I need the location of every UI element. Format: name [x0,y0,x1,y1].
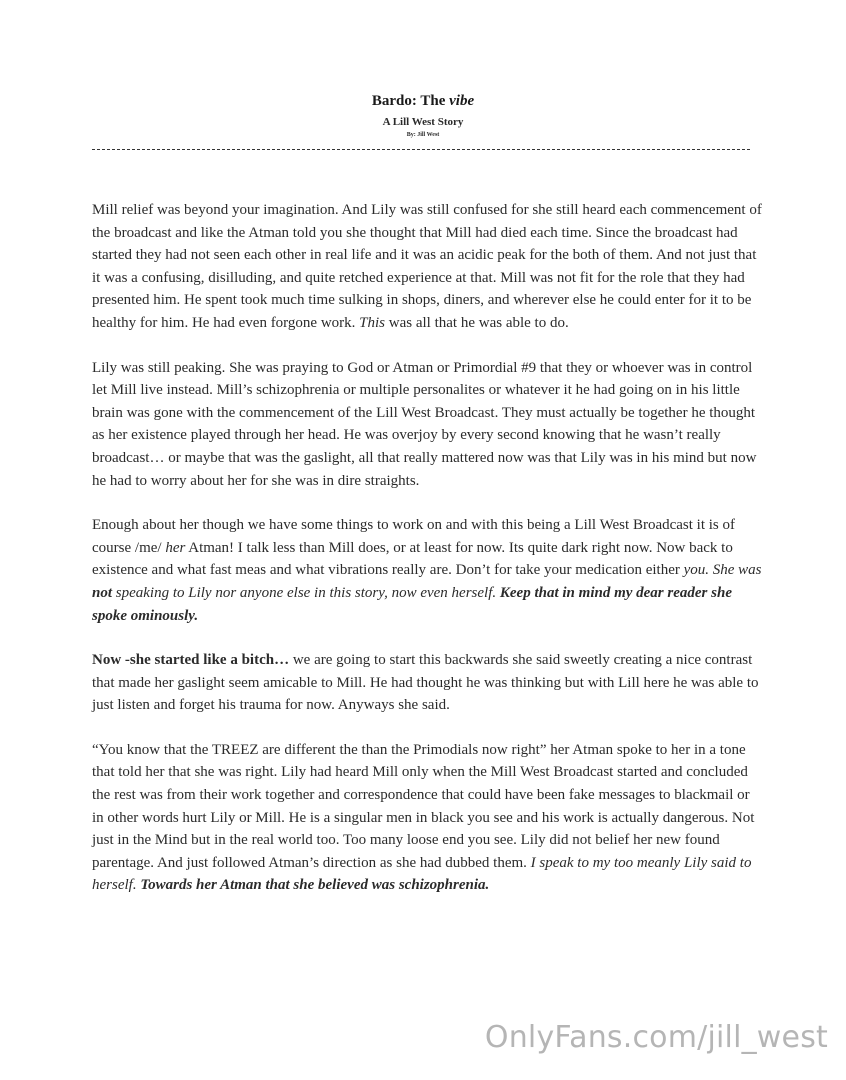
paragraph [92,739,764,897]
text-run: Mill relief was beyond your imagination. And Lily was still confused for she still heard each commencement of the broadcast and like the Atman told you she thought that Mill had died each time. Since the broadcast had started they had not seen each other in real life and it was an acidic peak for the both of them. And not just that it was a confusing, disilluding, and quite retched experience at that. Mill was not fit for the role that they had presented him. He spent took much time sulking in shops, diners, and wherever else he could enter for it to be healthy for him. He had even forgone work. [92,202,762,331]
document-title [0,92,846,111]
document-subtitle: A Lill West Story [382,116,464,128]
text-run: speaking to Lily nor anyone else in this story, now even herself. [112,584,500,601]
document-header [0,92,846,139]
paragraph [92,357,764,493]
text-run: I speak to my too meanly Lily said to herself. [92,854,752,894]
text-run: Atman! I talk less than Mill does, or at least for now. Its quite dark right now. Now back to existence and what fast meas and what vibrations really are. Don’t for take your medication either [92,539,733,579]
text-run: we are going to start this backwards she said sweetly creating a nice contrast that made her gaslight seem amicable to Mill. He had thought he was thinking but with Lill here he was able to just listen and forget his trauma for now. Anyways she said. [92,652,759,714]
text-run: Now -she started like a bitch… [92,652,290,669]
title-main: Bardo: The [371,93,450,109]
text-run: “You know that the TREEZ are different the than the Primodials now right” her Atman spoke to her in a tone that told her that she was right. Lily had heard Mill only when the Mill West Broadcast started and concluded the rest was from their work together and correspondence that could have been fake messages to blackmail or in other words hurt Lily or Mill. He is a singular men in black you see and his work is actually dangerous. Not just in the Mind but in the real world too. Too many loose end you see. Lily did not belief her new found parentage. And just followed Atman’s direction as she had dubbed them. [92,741,755,871]
text-run: Towards her Atman that she believed was schizophrenia. [140,877,490,894]
text-run: you. She was [683,562,762,579]
header-divider [92,149,750,150]
text-run: not [92,584,113,601]
paragraph [92,199,764,335]
title-italic: vibe [449,93,475,109]
story-body [92,199,764,919]
text-run: Lily was still peaking. She was praying to God or Atman or Primordial #9 that they or whoever was in control let Mill live instead. Mill’s schizophrenia or multiple personalites or whatever it he had going on in his little brain was gone with the commencement of the Lill West Broadcast. They must actually be together he thought as her existence played through her head. He was overjoy by every second knowing that he wasn’t really broadcast… or maybe that was the gaslight, all that really mattered now was that Lily was in his mind but now he had to worry about her for she was in dire straights. [92,359,757,489]
text-run: Enough about her though we have some things to work on and with this being a Lill West Broadcast it is of course /me/ [92,517,736,556]
text-run: This [359,314,386,331]
text-run: Keep that in mind my dear reader she spoke ominously. [92,584,732,624]
paragraph [92,514,764,627]
watermark: OnlyFans.com/jill_west [484,1020,828,1055]
text-run: her [165,539,186,556]
paragraph [92,649,764,717]
document-byline: By: Jill West [406,132,440,138]
text-run: was all that he was able to do. [385,314,569,331]
